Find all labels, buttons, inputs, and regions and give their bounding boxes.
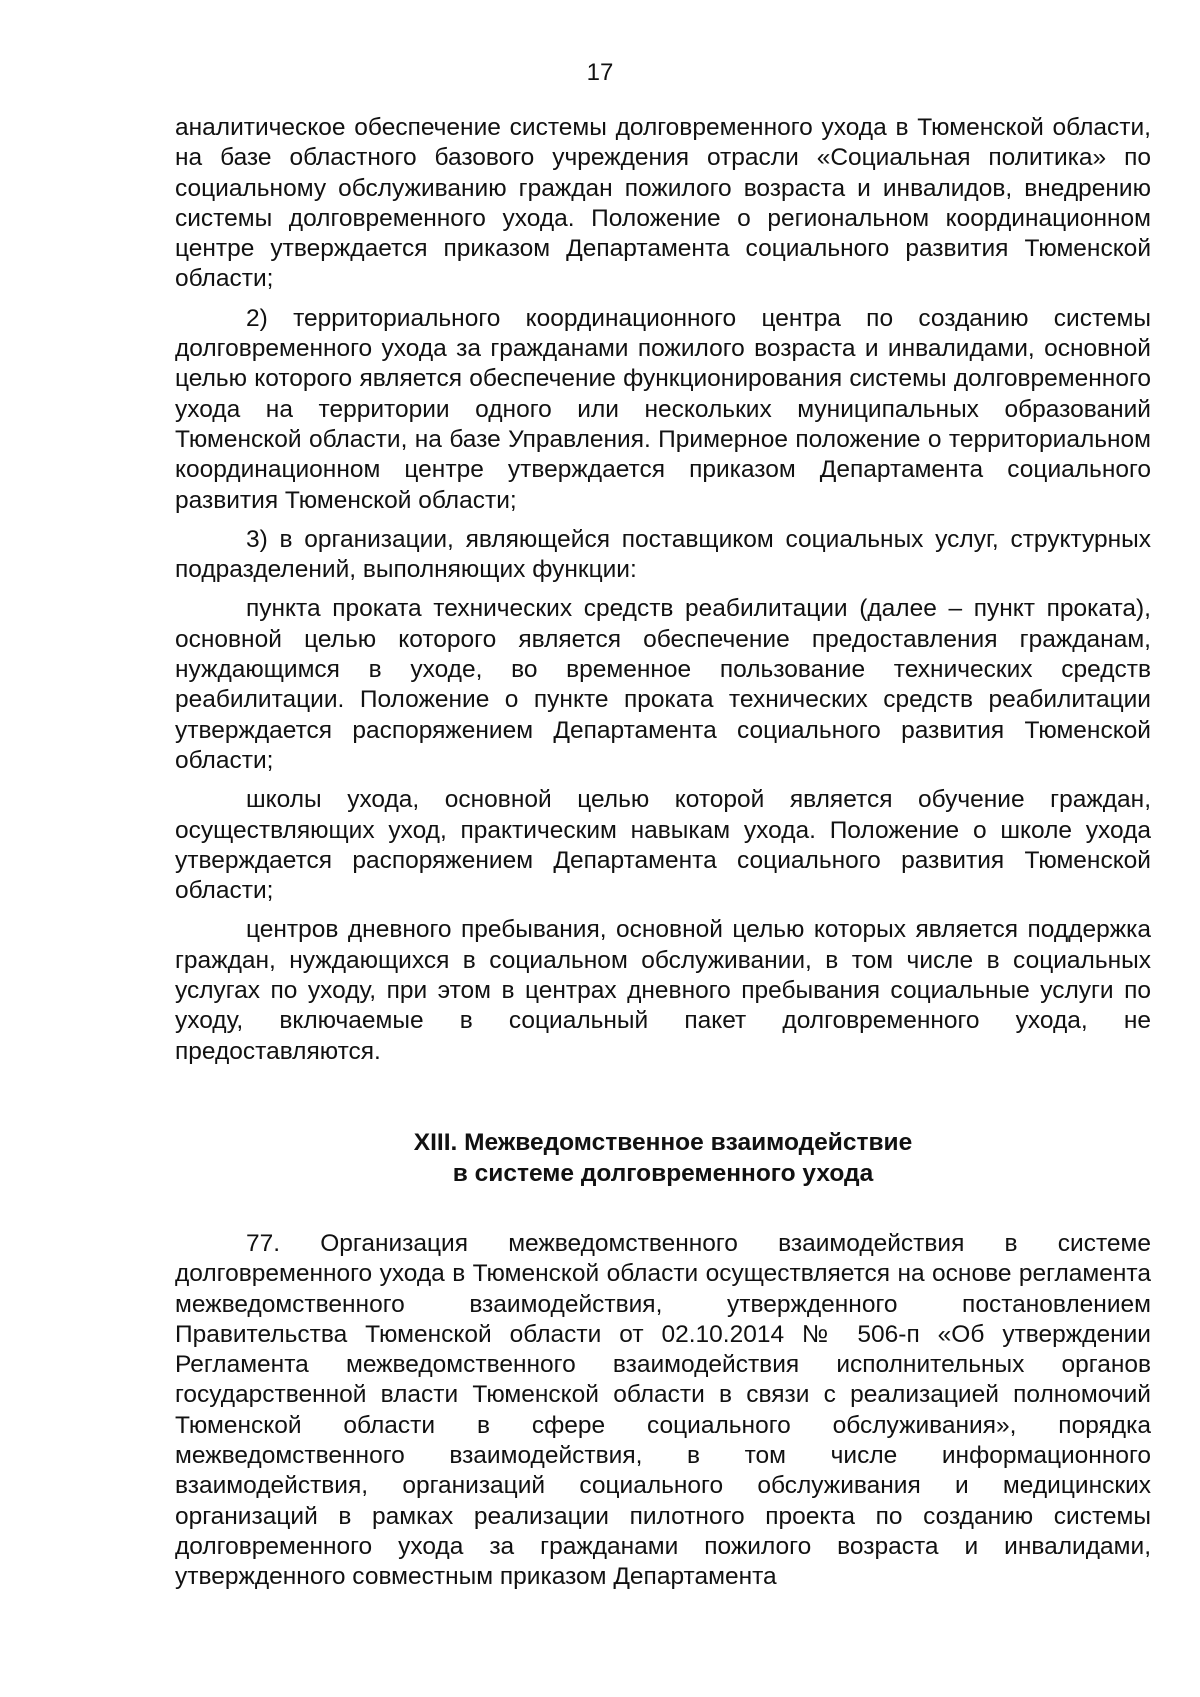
paragraph-day-centers: центров дневного пребывания, основной целью которых является поддержка граждан, нуждающихся в социальном обслуживании, в том числе в социальных услугах по уходу, при этом в центрах дневного пребывания социальные услуги по уходу, включаемые в социальный пакет долговременного ухода, не предоставляются. [175, 916, 1151, 1065]
paragraph-territorial-center: 2) территориального координационного центра по созданию системы долговременного ухода за гражданами пожилого возраста и инвалидами, основной целью которого является обеспечение функционирования системы долговременного ухода на территории одного или нескольких муниципальных образований Тюменской области, на базе Управления. Примерное положение о территориальном координационном центре утверждается приказом Департамента социального развития Тюменской области; [175, 304, 1151, 514]
page-number: 17 [586, 59, 614, 86]
section-body-text [175, 1229, 1151, 1593]
paragraph-77: 77. Организация межведомственного взаимодействия в системе долговременного ухода в Тюменской области осуществляется на основе регламента межведомственного взаимодействия, утвержденного постановлением Правительства Тюменской области от 02.10.2014 № 506-п «Об утверждении Регламента межведомственного взаимодействия исполнительных органов государственной власти Тюменской области в связи с реализацией полномочий Тюменской области в сфере социального обслуживания», порядка межведомственного взаимодействия, в том числе информационного взаимодействия, организаций социального обслуживания и медицинских организаций в рамках реализации пилотного проекта по созданию системы долговременного ухода за гражданами пожилого возраста и инвалидами, утвержденного совместным приказом Департамента [175, 1230, 1151, 1591]
section-heading-line-2: в системе долговременного ухода [452, 1159, 874, 1187]
paragraph-care-school: школы ухода, основной целью которой является обучение граждан, осуществляющих уход, практическим навыкам ухода. Положение о школе ухода утверждается распоряжением Департамента социального развития Тюменской области; [175, 786, 1151, 905]
paragraph-continuation: аналитическое обеспечение системы долговременного ухода в Тюменской области, на базе областного базового учреждения отрасли «Социальная политика» по социальному обслуживанию граждан пожилого возраста и инвалидов, внедрению системы долговременного ухода. Положение о региональном координационном центре утверждается приказом Департамента социального развития Тюменской области; [175, 114, 1151, 293]
section-heading [175, 1128, 1151, 1189]
paragraph-rental-point: пункта проката технических средств реабилитации (далее – пункт проката), основной целью которого является обеспечение предоставления гражданам, нуждающимся в уходе, во временное пользование технических средств реабилитации. Положение о пункте проката технических средств реабилитации утверждается распоряжением Департамента социального развития Тюменской области; [175, 595, 1151, 774]
paragraph-structural-units: 3) в организации, являющейся поставщиком социальных услуг, структурных подразделений, выполняющих функции: [175, 525, 1151, 584]
body-text [175, 113, 1151, 1076]
section-heading-line-1: XIII. Межведомственное взаимодействие [413, 1129, 913, 1156]
